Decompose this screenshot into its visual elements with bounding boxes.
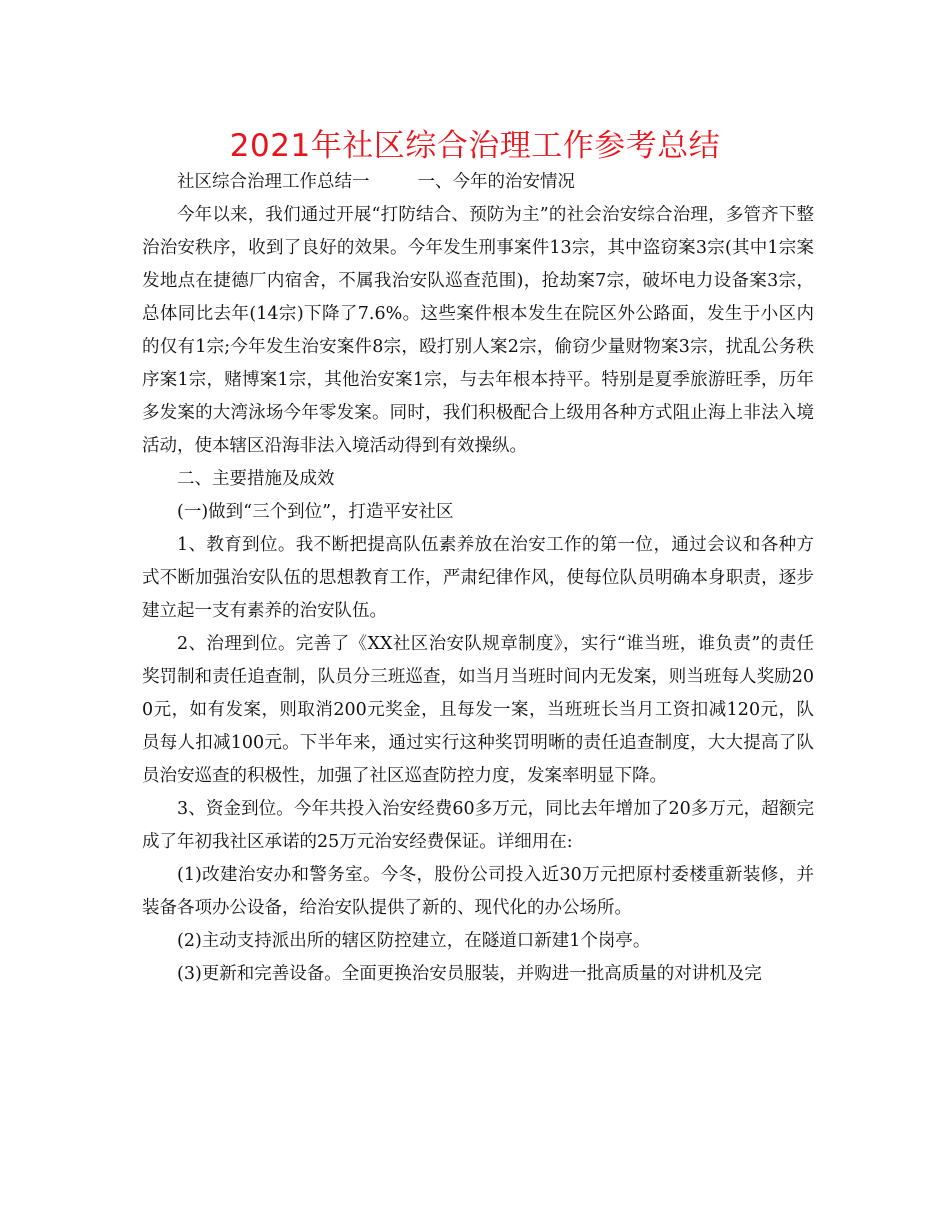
- paragraph-management: 2、治理到位。完善了《XX社区治安队规章制度》，实行“谁当班，谁负责”的责任奖罚制和责任追查制，队员分三班巡查，如当月当班时间内无发案，则当班每人奖励200元，如有发案，则取消200元奖金，且每发一案，当班班长当月工资扣减120元，队员每人扣减100元。下半年来，通过实行这种奖罚明晰的责任追查制度，大大提高了队员治安巡查的积极性，加强了社区巡查防控力度，发案率明显下降。: [142, 634, 814, 786]
- intro-line: [142, 166, 814, 199]
- paragraph-item-1: (1)改建治安办和警务室。今冬，股份公司投入近30万元把原村委楼重新装修，并装备各项办公设备，给治安队提供了新的、现代化的办公场所。: [142, 865, 814, 918]
- document-body: [142, 166, 814, 991]
- paragraph-item-2: (2)主动支持派出所的辖区防控建立，在隧道口新建1个岗亭。: [177, 931, 651, 951]
- paragraph-item-3: (3)更新和完善设备。全面更换治安员服装，并购进一批高质量的对讲机及完: [177, 964, 762, 984]
- subsection-heading-1: (一)做到“三个到位”，打造平安社区: [177, 502, 454, 522]
- intro-heading: 社区综合治理工作总结一: [177, 172, 370, 192]
- paragraph-education: 1、教育到位。我不断把提高队伍素养放在治安工作的第一位，通过会议和各种方式不断加强治安队伍的思想教育工作，严肃纪律作风，使每位队员明确本身职责，逐步建立起一支有素养的治安队伍。: [142, 535, 814, 621]
- document-title: 2021年社区综合治理工作参考总结: [229, 128, 721, 164]
- section-heading-1: 一、今年的治安情况: [417, 172, 575, 192]
- paragraph-security-status: 今年以来，我们通过开展“打防结合、预防为主”的社会治安综合治理，多管齐下整治治安秩序，收到了良好的效果。今年发生刑事案件13宗，其中盗窃案3宗(其中1宗案发地点在捷德厂内宿舍，不属我治安队巡查范围)，抢劫案7宗，破坏电力设备案3宗，总体同比去年(14宗)下降了7.6%。这些案件根本发生在院区外公路面，发生于小区内的仅有1宗;今年发生治安案件8宗，殴打别人案2宗，偷窃少量财物案3宗，扰乱公务秩序案1宗，赌博案1宗，其他治安案1宗，与去年根本持平。特别是夏季旅游旺季，历年多发案的大湾泳场今年零发案。同时，我们积极配合上级用各种方式阻止海上非法入境活动，使本辖区沿海非法入境活动得到有效操纵。: [142, 205, 814, 456]
- paragraph-funding: 3、资金到位。今年共投入治安经费60多万元，同比去年增加了20多万元，超额完成了年初我社区承诺的25万元治安经费保证。详细用在:: [142, 799, 814, 852]
- section-heading-2: 二、主要措施及成效: [177, 469, 335, 489]
